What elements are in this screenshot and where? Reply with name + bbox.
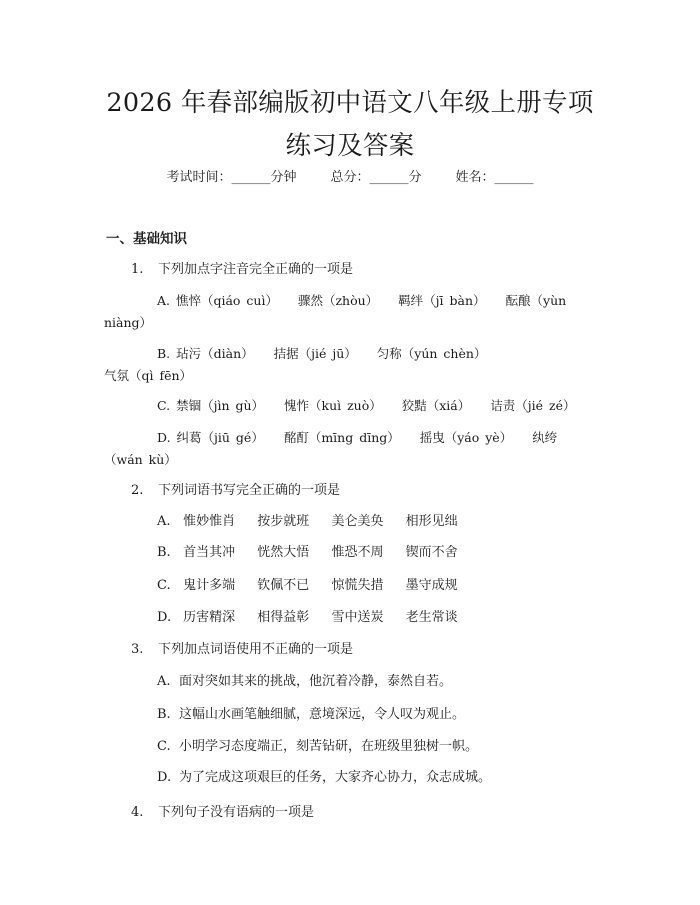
question-number: 2. — [131, 483, 144, 498]
option-term: 匀称（yún chèn） — [376, 346, 487, 361]
option-term: A. 憔悴（qiáo cuì） — [157, 293, 278, 308]
option-letter: D. — [157, 770, 172, 785]
option-text: 为了完成这项艰巨的任务，大家齐心协力，众志成城。 — [179, 770, 492, 785]
option-term: 狡黠（xiá） — [401, 398, 471, 413]
option-term: 羁绊（jī bàn） — [398, 293, 486, 308]
option-letter: B. — [157, 707, 171, 722]
document-title: 2026 年春部编版初中语文八年级上册专项练习及答案 — [106, 88, 594, 161]
option-term: 骤然（zhòu） — [297, 293, 379, 308]
option-letter: A. — [157, 514, 171, 529]
question-3-option-c — [157, 737, 597, 757]
option-letter: C. — [157, 739, 171, 754]
question-number: 4. — [131, 805, 144, 820]
total-score-field: 总分：______分 — [330, 170, 422, 185]
question-3-option-b — [157, 705, 597, 725]
exam-time-field: 考试时间：______分钟 — [166, 170, 297, 185]
question-text: 下列句子没有语病的一项是 — [158, 805, 315, 820]
question-text: 下列词语书写完全正确的一项是 — [158, 483, 341, 498]
option-text: 面对突如其来的挑战，他沉着冷静，泰然自若。 — [179, 674, 453, 689]
option-term: B. 玷污（diàn） — [157, 346, 254, 361]
question-number: 3. — [131, 642, 144, 657]
question-text: 下列加点词语使用不正确的一项是 — [158, 642, 354, 657]
option-word: 老生常谈 — [405, 610, 458, 625]
option-text: 小明学习态度端正，刻苦钻研，在班级里独树一帜。 — [179, 739, 479, 754]
option-word: 惊慌失措 — [331, 578, 384, 593]
option-term: 纨绔（wán kù） — [104, 430, 558, 467]
option-word: 惟恐不周 — [331, 545, 384, 560]
option-word: 钦佩不已 — [257, 578, 310, 593]
option-term: 酝酿（yùn niàng） — [104, 293, 567, 330]
option-word: 按步就班 — [257, 514, 310, 529]
option-word: 首当其冲 — [183, 545, 236, 560]
question-1-option-b — [104, 343, 594, 387]
option-term: 愧怍（kuì zuò） — [284, 398, 382, 413]
option-term: 诘责（jié zé） — [490, 398, 576, 413]
question-2-option-b — [157, 543, 597, 563]
option-term: 摇曳（yáo yè） — [419, 430, 513, 445]
option-word: 恍然大悟 — [257, 545, 310, 560]
question-text: 下列加点字注音完全正确的一项是 — [158, 262, 354, 277]
question-2-option-d — [157, 608, 597, 628]
option-letter: B. — [157, 545, 171, 560]
question-3-option-d — [157, 768, 597, 788]
option-word: 相得益彰 — [257, 610, 310, 625]
question-2-option-c — [157, 576, 597, 596]
section-heading: 一、基础知识 — [106, 231, 187, 247]
question-4-stem — [131, 803, 611, 823]
question-number: 1. — [131, 262, 144, 277]
option-term: 拮据（jié jū） — [273, 346, 357, 361]
option-word: 相形见绌 — [405, 514, 458, 529]
question-2-option-a — [157, 512, 597, 532]
question-1-option-a — [104, 290, 594, 334]
option-term: D. 纠葛（jiū gé） — [157, 430, 264, 445]
option-text: 这幅山水画笔触细腻，意境深远，令人叹为观止。 — [179, 707, 466, 722]
option-word: 历害精深 — [183, 610, 236, 625]
question-3-stem — [131, 640, 611, 660]
question-2-stem — [131, 481, 611, 501]
option-letter: D. — [157, 610, 172, 625]
option-word: 墨守成规 — [405, 578, 458, 593]
option-term: 气氛（qì fēn） — [104, 368, 193, 383]
option-letter: A. — [157, 674, 171, 689]
option-word: 锲而不舍 — [405, 545, 458, 560]
question-1-option-c — [104, 395, 594, 417]
option-term: C. 禁锢（jìn gù） — [157, 398, 265, 413]
option-word: 美仑美奂 — [331, 514, 384, 529]
exam-info — [0, 168, 700, 188]
question-3-option-a — [157, 672, 597, 692]
student-name-field: 姓名：______ — [455, 170, 534, 185]
option-word: 雪中送炭 — [331, 610, 384, 625]
option-word: 鬼计多端 — [183, 578, 236, 593]
option-term: 酩酊（mīng dīng） — [283, 430, 400, 445]
option-letter: C. — [157, 578, 171, 593]
option-word: 惟妙惟肖 — [183, 514, 236, 529]
question-1-stem — [131, 260, 611, 280]
question-1-option-d — [104, 427, 594, 471]
